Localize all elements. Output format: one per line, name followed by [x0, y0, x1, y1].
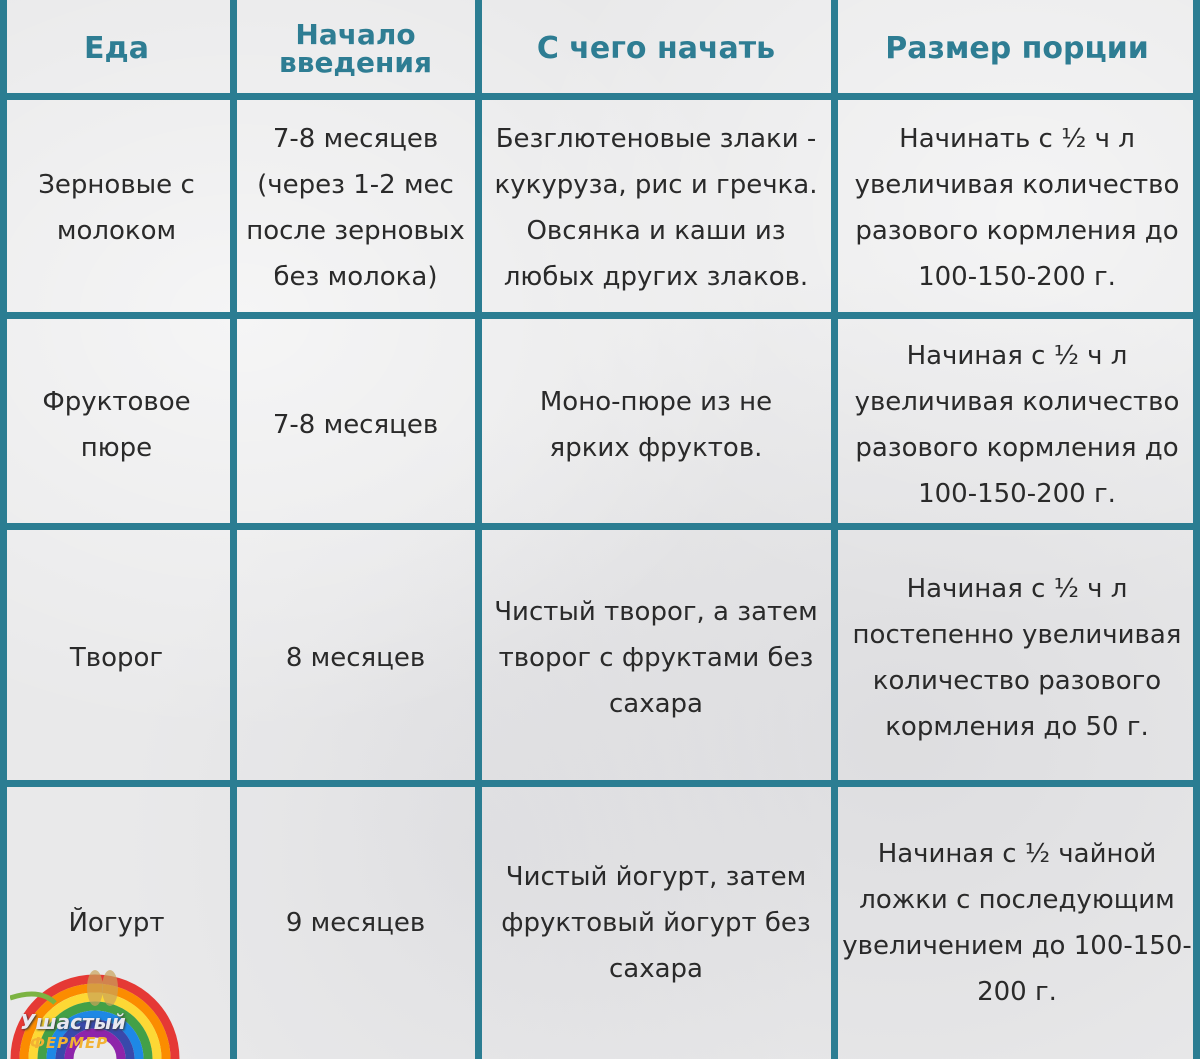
header-food: Еда — [84, 30, 149, 66]
row-3-what-first: Чистый творог, а затем творог с фруктами без сахара — [494, 597, 818, 719]
row-1-start-age: 7-8 месяцев (через 1-2 мес после зерновых без молока) — [246, 124, 465, 292]
row-2-start-age: 7-8 месяцев — [272, 409, 439, 440]
row-3-food: Творог — [69, 643, 164, 673]
grid-line-h1 — [0, 93, 1200, 100]
row-4-start-age: 9 месяцев — [285, 907, 426, 938]
row-1-food: Зерновые с молоком — [38, 170, 195, 246]
grid-line-h3 — [0, 523, 1200, 530]
row-1-what-first: Безглютеновые злаки - кукуруза, рис и гречка. Овсянка и каши из любых других злаков. — [494, 124, 818, 292]
grid-line-h4 — [0, 780, 1200, 787]
row-4-food: Йогурт — [68, 907, 165, 938]
row-2-food: Фруктовое пюре — [42, 386, 191, 463]
row-2-what-first: Моно-пюре из не ярких фруктов. — [539, 386, 773, 463]
row-2-portion: Начиная с ½ ч л увеличивая количество разового кормления до 100-150-200 г. — [854, 340, 1180, 509]
row-3-portion: Начиная с ½ ч л постепенно увеличивая количество разового кормления до 50 г. — [852, 574, 1182, 742]
header-what-first: С чего начать — [536, 30, 776, 66]
header-portion: Размер порции — [885, 30, 1149, 66]
header-start-age: Начало введения — [279, 17, 432, 79]
row-1-portion: Начинать с ½ ч л увеличивая количество разового кормления до 100-150-200 г. — [854, 124, 1180, 292]
row-4-what-first: Чистый йогурт, затем фруктовый йогурт без сахара — [501, 861, 811, 984]
row-4-portion: Начиная с ½ чайной ложки с последующим увеличением до 100-150- 200 г. — [842, 838, 1192, 1007]
grid-line-h2 — [0, 312, 1200, 319]
logo-text-secondary: ФЕРМЕР — [30, 1034, 109, 1052]
row-3-start-age: 8 месяцев — [285, 643, 426, 673]
logo-text-primary: Ушастый — [20, 1010, 126, 1034]
